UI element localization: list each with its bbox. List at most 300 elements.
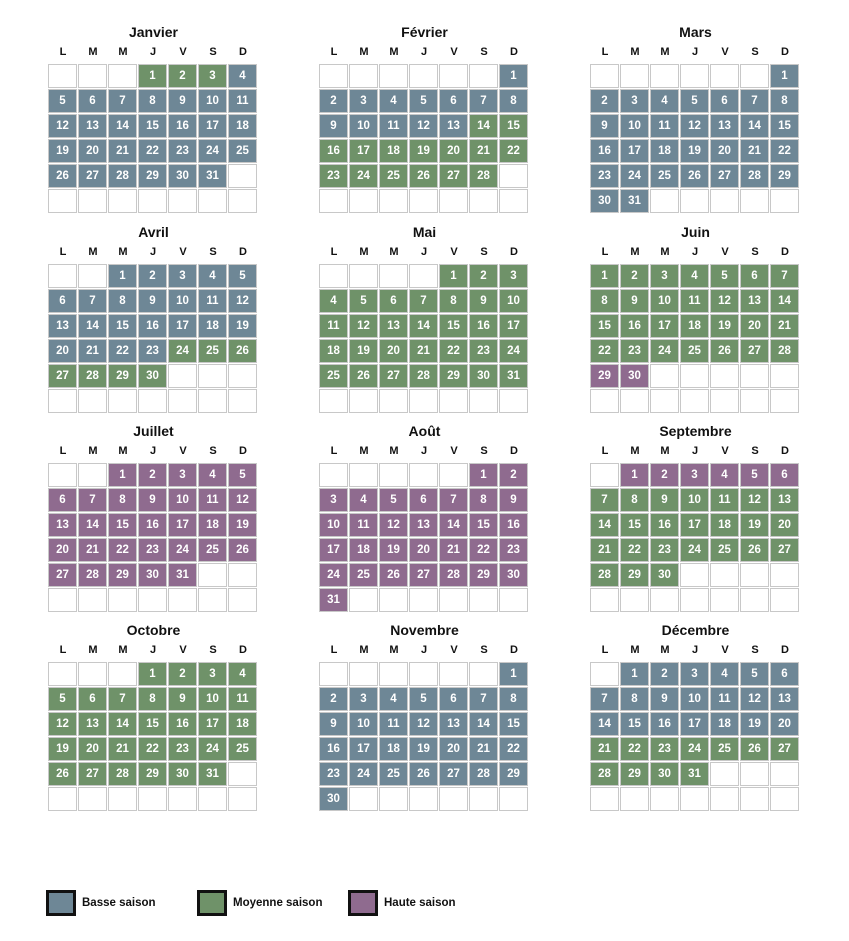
empty-cell [228, 164, 257, 188]
empty-cell [379, 662, 408, 686]
day-grid [590, 463, 801, 614]
day-cell: 13 [78, 712, 107, 736]
day-cell: 11 [379, 712, 408, 736]
day-cell: 6 [48, 488, 77, 512]
day-cell: 17 [319, 538, 348, 562]
day-cell: 9 [650, 687, 679, 711]
day-cell: 5 [409, 89, 438, 113]
day-cell: 22 [499, 737, 528, 761]
weekday-header [319, 244, 530, 260]
empty-cell [650, 588, 679, 612]
weekday-label: M [660, 246, 670, 258]
day-cell: 29 [620, 762, 649, 786]
weekday-label: D [781, 46, 789, 58]
day-cell: 18 [710, 712, 739, 736]
empty-cell [590, 64, 619, 88]
day-cell: 16 [650, 712, 679, 736]
day-cell: 11 [650, 114, 679, 138]
day-cell: 25 [650, 164, 679, 188]
empty-cell [740, 189, 769, 213]
day-cell: 5 [680, 89, 709, 113]
day-cell: 30 [168, 164, 197, 188]
weekday-header [590, 642, 801, 658]
day-cell: 15 [499, 712, 528, 736]
day-cell: 19 [349, 339, 378, 363]
empty-cell [740, 64, 769, 88]
empty-cell [439, 463, 468, 487]
day-cell: 29 [138, 762, 167, 786]
empty-cell [439, 787, 468, 811]
weekday-label: J [420, 644, 428, 656]
day-cell: 4 [680, 264, 709, 288]
day-cell: 24 [198, 737, 227, 761]
weekday-label: M [118, 246, 128, 258]
day-cell: 30 [469, 364, 498, 388]
day-cell: 5 [740, 463, 769, 487]
empty-cell [108, 588, 137, 612]
day-cell: 4 [710, 662, 739, 686]
day-cell: 13 [770, 687, 799, 711]
day-cell: 4 [650, 89, 679, 113]
weekday-label: M [359, 246, 369, 258]
day-cell: 23 [138, 339, 167, 363]
weekday-header [319, 642, 530, 658]
day-cell: 20 [48, 339, 77, 363]
day-cell: 17 [198, 114, 227, 138]
day-cell: 21 [108, 139, 137, 163]
empty-cell [379, 787, 408, 811]
weekday-label: J [691, 644, 699, 656]
day-cell: 25 [379, 164, 408, 188]
day-cell: 16 [319, 139, 348, 163]
day-cell: 4 [228, 662, 257, 686]
day-cell: 20 [379, 339, 408, 363]
empty-cell [770, 762, 799, 786]
day-cell: 20 [48, 538, 77, 562]
weekday-label: S [209, 644, 217, 656]
day-cell: 13 [379, 314, 408, 338]
day-cell: 21 [409, 339, 438, 363]
day-cell: 1 [499, 64, 528, 88]
day-cell: 20 [439, 139, 468, 163]
day-cell: 9 [650, 488, 679, 512]
day-cell: 20 [770, 712, 799, 736]
empty-cell [710, 762, 739, 786]
weekday-label: D [510, 445, 518, 457]
day-cell: 11 [379, 114, 408, 138]
day-cell: 8 [469, 488, 498, 512]
day-cell: 2 [168, 64, 197, 88]
day-cell: 5 [228, 264, 257, 288]
day-cell: 17 [680, 712, 709, 736]
weekday-label: L [601, 246, 609, 258]
day-cell: 11 [198, 488, 227, 512]
day-cell: 10 [168, 488, 197, 512]
empty-cell [379, 64, 408, 88]
day-cell: 22 [469, 538, 498, 562]
weekday-label: M [88, 644, 98, 656]
weekday-label: V [721, 46, 729, 58]
day-cell: 7 [78, 488, 107, 512]
empty-cell [319, 662, 348, 686]
empty-cell [710, 64, 739, 88]
day-cell: 2 [138, 264, 167, 288]
day-cell: 16 [168, 712, 197, 736]
weekday-label: D [781, 246, 789, 258]
day-cell: 25 [228, 737, 257, 761]
weekday-label: L [601, 46, 609, 58]
day-cell: 10 [168, 289, 197, 313]
empty-cell [78, 588, 107, 612]
day-cell: 15 [138, 114, 167, 138]
day-cell: 14 [108, 712, 137, 736]
day-cell: 6 [770, 463, 799, 487]
day-cell: 27 [770, 737, 799, 761]
day-cell: 12 [409, 114, 438, 138]
weekday-label: M [660, 46, 670, 58]
day-cell: 10 [198, 89, 227, 113]
day-grid [48, 463, 259, 614]
month-title: Mai [412, 224, 437, 240]
day-cell: 12 [740, 687, 769, 711]
weekday-header [48, 642, 259, 658]
weekday-label: D [239, 445, 247, 457]
day-cell: 24 [168, 339, 197, 363]
day-cell: 6 [48, 289, 77, 313]
empty-cell [620, 588, 649, 612]
day-cell: 25 [710, 737, 739, 761]
empty-cell [379, 588, 408, 612]
empty-cell [469, 389, 498, 413]
empty-cell [710, 588, 739, 612]
day-cell: 1 [770, 64, 799, 88]
weekday-label: S [209, 246, 217, 258]
weekday-label: V [450, 46, 458, 58]
day-cell: 28 [590, 563, 619, 587]
empty-cell [48, 588, 77, 612]
weekday-label: M [359, 644, 369, 656]
day-cell: 19 [740, 513, 769, 537]
empty-cell [590, 588, 619, 612]
day-cell: 31 [680, 762, 709, 786]
day-cell: 28 [590, 762, 619, 786]
day-cell: 2 [620, 264, 649, 288]
day-cell: 24 [650, 339, 679, 363]
empty-cell [48, 189, 77, 213]
day-cell: 6 [710, 89, 739, 113]
day-cell: 21 [78, 538, 107, 562]
weekday-label: M [88, 46, 98, 58]
empty-cell [198, 787, 227, 811]
day-cell: 1 [620, 662, 649, 686]
empty-cell [78, 389, 107, 413]
empty-cell [590, 787, 619, 811]
weekday-header [590, 443, 801, 459]
weekday-label: M [389, 644, 399, 656]
empty-cell [409, 463, 438, 487]
weekday-label: V [721, 445, 729, 457]
empty-cell [379, 264, 408, 288]
empty-cell [349, 787, 378, 811]
empty-cell [680, 189, 709, 213]
empty-cell [198, 364, 227, 388]
day-cell: 23 [650, 538, 679, 562]
weekday-label: S [480, 644, 488, 656]
day-cell: 8 [439, 289, 468, 313]
day-cell: 3 [319, 488, 348, 512]
day-cell: 24 [349, 762, 378, 786]
empty-cell [650, 787, 679, 811]
day-cell: 14 [108, 114, 137, 138]
day-cell: 13 [48, 314, 77, 338]
day-cell: 27 [48, 364, 77, 388]
empty-cell [78, 64, 107, 88]
empty-cell [138, 787, 167, 811]
month-title: Novembre [390, 622, 459, 638]
day-cell: 9 [138, 488, 167, 512]
day-cell: 25 [680, 339, 709, 363]
day-grid [590, 662, 801, 813]
day-cell: 19 [710, 314, 739, 338]
day-grid [319, 64, 530, 215]
day-cell: 1 [439, 264, 468, 288]
empty-cell [770, 588, 799, 612]
day-cell: 26 [680, 164, 709, 188]
day-cell: 8 [138, 89, 167, 113]
empty-cell [740, 588, 769, 612]
empty-cell [168, 787, 197, 811]
day-cell: 5 [48, 89, 77, 113]
day-cell: 25 [710, 538, 739, 562]
empty-cell [680, 364, 709, 388]
day-cell: 20 [409, 538, 438, 562]
day-cell: 8 [108, 289, 137, 313]
day-cell: 7 [590, 687, 619, 711]
empty-cell [439, 64, 468, 88]
empty-cell [108, 787, 137, 811]
day-cell: 13 [770, 488, 799, 512]
empty-cell [78, 189, 107, 213]
legend-swatch-basse [46, 890, 76, 916]
day-cell: 30 [499, 563, 528, 587]
day-cell: 23 [168, 139, 197, 163]
weekday-label: S [751, 445, 759, 457]
day-cell: 7 [108, 89, 137, 113]
day-cell: 17 [650, 314, 679, 338]
day-cell: 24 [499, 339, 528, 363]
empty-cell [650, 389, 679, 413]
day-cell: 1 [138, 662, 167, 686]
day-cell: 12 [409, 712, 438, 736]
empty-cell [409, 662, 438, 686]
empty-cell [650, 364, 679, 388]
day-cell: 24 [680, 538, 709, 562]
weekday-label: J [691, 445, 699, 457]
day-cell: 7 [469, 687, 498, 711]
empty-cell [319, 189, 348, 213]
empty-cell [439, 588, 468, 612]
weekday-label: V [450, 644, 458, 656]
weekday-label: D [239, 644, 247, 656]
legend-label-haute: Haute saison [384, 897, 456, 909]
empty-cell [108, 189, 137, 213]
day-cell: 24 [620, 164, 649, 188]
day-cell: 17 [680, 513, 709, 537]
day-cell: 31 [198, 164, 227, 188]
day-cell: 13 [409, 513, 438, 537]
empty-cell [650, 64, 679, 88]
day-cell: 3 [349, 89, 378, 113]
empty-cell [740, 563, 769, 587]
day-cell: 19 [228, 314, 257, 338]
empty-cell [620, 787, 649, 811]
empty-cell [469, 189, 498, 213]
day-cell: 1 [499, 662, 528, 686]
day-cell: 17 [499, 314, 528, 338]
day-cell: 9 [319, 114, 348, 138]
day-cell: 4 [198, 264, 227, 288]
day-cell: 11 [198, 289, 227, 313]
day-cell: 14 [409, 314, 438, 338]
empty-cell [650, 189, 679, 213]
empty-cell [48, 463, 77, 487]
empty-cell [409, 264, 438, 288]
empty-cell [379, 463, 408, 487]
weekday-label: V [450, 445, 458, 457]
day-cell: 22 [770, 139, 799, 163]
day-cell: 14 [590, 513, 619, 537]
day-cell: 9 [620, 289, 649, 313]
day-cell: 13 [710, 114, 739, 138]
empty-cell [620, 64, 649, 88]
day-cell: 29 [138, 164, 167, 188]
empty-cell [168, 389, 197, 413]
day-cell: 3 [650, 264, 679, 288]
day-cell: 13 [439, 712, 468, 736]
day-cell: 22 [439, 339, 468, 363]
day-cell: 9 [319, 712, 348, 736]
day-cell: 24 [168, 538, 197, 562]
empty-cell [349, 189, 378, 213]
empty-cell [48, 662, 77, 686]
weekday-label: V [179, 445, 187, 457]
day-cell: 29 [439, 364, 468, 388]
weekday-header [590, 244, 801, 260]
weekday-label: D [510, 46, 518, 58]
day-cell: 3 [198, 662, 227, 686]
weekday-label: M [630, 46, 640, 58]
day-cell: 26 [48, 164, 77, 188]
day-cell: 14 [469, 114, 498, 138]
day-cell: 7 [740, 89, 769, 113]
weekday-label: L [59, 246, 67, 258]
empty-cell [740, 762, 769, 786]
day-cell: 8 [499, 687, 528, 711]
day-cell: 15 [108, 513, 137, 537]
empty-cell [499, 588, 528, 612]
empty-cell [228, 563, 257, 587]
day-cell: 30 [650, 762, 679, 786]
day-cell: 23 [650, 737, 679, 761]
day-cell: 7 [108, 687, 137, 711]
weekday-label: J [149, 246, 157, 258]
day-cell: 20 [740, 314, 769, 338]
day-cell: 18 [379, 737, 408, 761]
weekday-label: L [59, 445, 67, 457]
day-cell: 26 [349, 364, 378, 388]
empty-cell [349, 389, 378, 413]
empty-cell [590, 389, 619, 413]
day-cell: 17 [198, 712, 227, 736]
day-cell: 21 [770, 314, 799, 338]
day-cell: 30 [650, 563, 679, 587]
weekday-label: L [601, 644, 609, 656]
day-cell: 27 [439, 164, 468, 188]
empty-cell [439, 389, 468, 413]
weekday-label: S [480, 445, 488, 457]
empty-cell [740, 787, 769, 811]
day-cell: 2 [319, 89, 348, 113]
weekday-label: M [88, 246, 98, 258]
day-cell: 6 [439, 687, 468, 711]
weekday-label: M [630, 445, 640, 457]
day-cell: 21 [469, 139, 498, 163]
empty-cell [228, 762, 257, 786]
empty-cell [499, 787, 528, 811]
day-cell: 26 [48, 762, 77, 786]
day-cell: 5 [349, 289, 378, 313]
day-cell: 30 [138, 364, 167, 388]
empty-cell [48, 264, 77, 288]
weekday-label: L [330, 46, 338, 58]
day-cell: 6 [379, 289, 408, 313]
empty-cell [469, 662, 498, 686]
weekday-label: M [118, 445, 128, 457]
day-cell: 5 [740, 662, 769, 686]
weekday-label: S [751, 246, 759, 258]
empty-cell [379, 389, 408, 413]
day-cell: 21 [78, 339, 107, 363]
day-cell: 23 [499, 538, 528, 562]
day-cell: 26 [379, 563, 408, 587]
day-cell: 12 [349, 314, 378, 338]
day-cell: 28 [469, 762, 498, 786]
day-cell: 27 [78, 164, 107, 188]
empty-cell [168, 364, 197, 388]
weekday-label: D [510, 644, 518, 656]
day-cell: 3 [168, 264, 197, 288]
empty-cell [469, 787, 498, 811]
empty-cell [499, 389, 528, 413]
weekday-label: J [420, 246, 428, 258]
day-cell: 28 [78, 563, 107, 587]
empty-cell [349, 463, 378, 487]
day-cell: 7 [78, 289, 107, 313]
day-cell: 28 [409, 364, 438, 388]
day-cell: 1 [138, 64, 167, 88]
day-grid [48, 264, 259, 415]
weekday-label: V [721, 246, 729, 258]
day-cell: 3 [680, 463, 709, 487]
day-cell: 28 [770, 339, 799, 363]
month-title: Décembre [661, 622, 730, 638]
day-cell: 11 [680, 289, 709, 313]
day-cell: 27 [409, 563, 438, 587]
day-cell: 1 [590, 264, 619, 288]
day-cell: 25 [198, 339, 227, 363]
empty-cell [168, 588, 197, 612]
day-cell: 7 [469, 89, 498, 113]
